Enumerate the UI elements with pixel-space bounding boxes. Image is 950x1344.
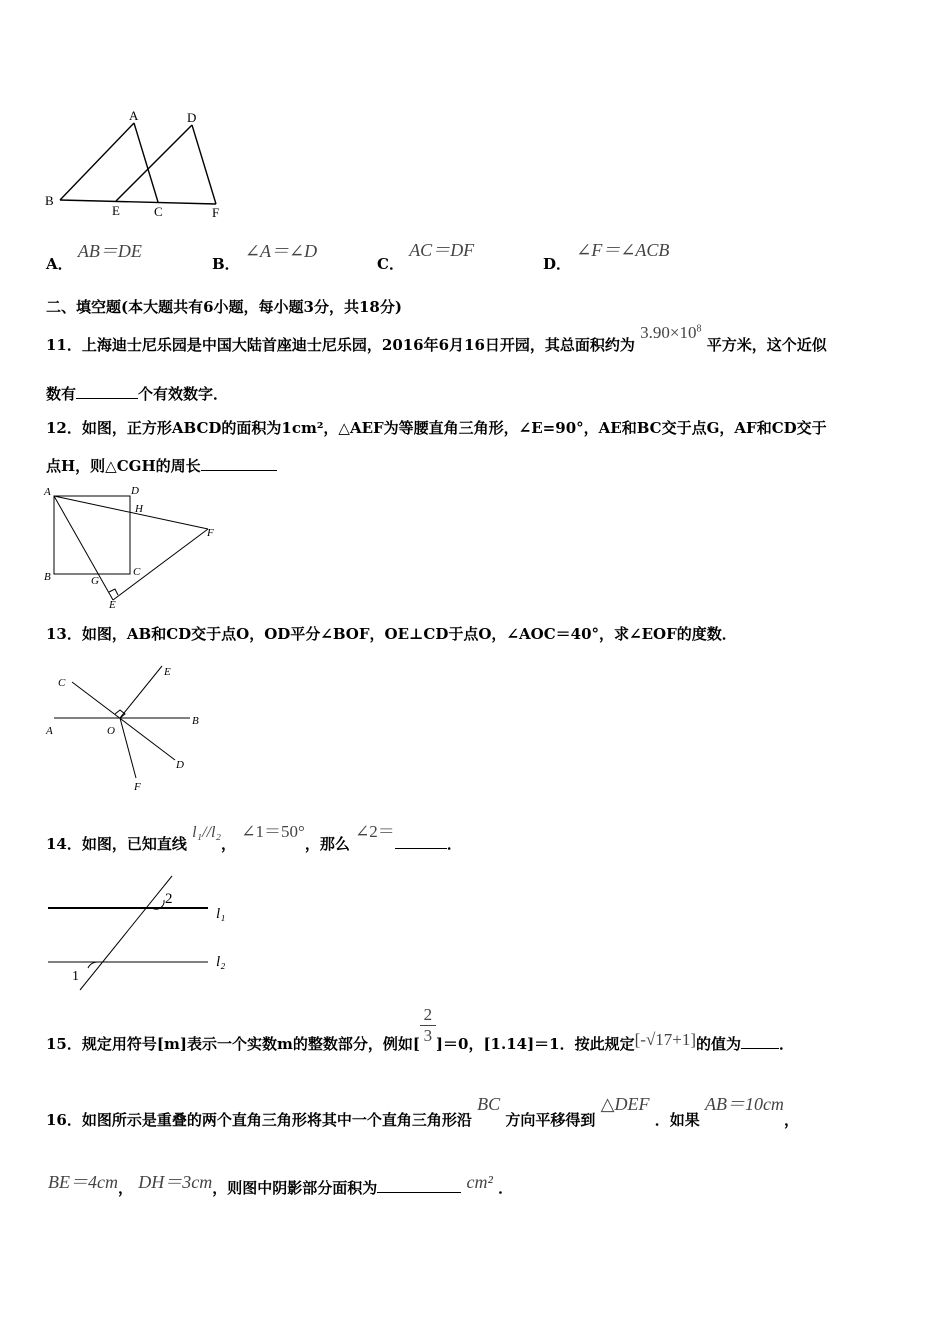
option-b-letter: B．	[212, 255, 240, 273]
q14-expr1: l₁//l₂	[192, 824, 222, 841]
section-heading: 二、填空题(本大题共有6小题，每小题3分，共18分)	[46, 298, 402, 316]
label-f: F	[134, 781, 141, 793]
label-c: C	[58, 677, 66, 689]
question-11-line2	[46, 383, 228, 404]
question-12-line1: 12．如图，正方形ABCD的面积为1cm²，△AEF为等腰直角三角形，∠E=90°，AE和BC交于点G，AF和CD交于	[46, 419, 827, 437]
q15-text3: 的值为	[696, 1035, 742, 1053]
figure-q10	[40, 105, 240, 220]
q16-comma2: ，	[117, 1179, 133, 1197]
line-df	[192, 125, 216, 204]
transversal	[80, 876, 172, 990]
label-1: 1	[72, 969, 79, 984]
label-a: A	[44, 486, 51, 498]
q16-unit: cm²	[466, 1172, 493, 1192]
q16-comma: ，	[783, 1111, 799, 1129]
q14-text1: 14．如图，已知直线	[46, 835, 187, 853]
q14-sep: ，	[221, 835, 237, 853]
q16-expr3: AB＝10cm	[704, 1094, 784, 1114]
q15-frac-den: 3	[423, 1026, 433, 1045]
question-16-line2	[48, 1168, 514, 1197]
label-l1: l₁	[216, 906, 226, 922]
q12-line2-text: 点H，则△CGH的周长	[46, 457, 201, 475]
question-14	[46, 817, 462, 853]
q15-fraction	[420, 1005, 436, 1046]
label-a: A	[129, 108, 139, 123]
line-af	[54, 496, 208, 529]
figure-q12	[40, 484, 230, 612]
line-cd	[72, 682, 175, 760]
q14-end: ．	[446, 835, 462, 853]
question-13: 13．如图，AB和CD交于点O，OD平分∠BOF，OE⊥CD于点O，∠AOC＝40°，求∠EOF的度数．	[46, 625, 737, 643]
label-f: F	[207, 527, 214, 539]
label-d: D	[187, 110, 197, 125]
q10-option-c[interactable]	[377, 236, 475, 273]
label-b: B	[45, 193, 54, 208]
right-angle-mark	[109, 589, 118, 595]
q16-text4: ，则图中阴影部分面积为	[212, 1179, 378, 1197]
option-a-expr: AB＝DE	[77, 241, 142, 261]
line-ba	[60, 123, 134, 200]
label-b: B	[192, 715, 199, 727]
question-16-line1	[46, 1090, 799, 1129]
label-g: G	[91, 575, 99, 587]
label-f: F	[212, 205, 220, 220]
q16-end: ．	[498, 1179, 514, 1197]
q15-text2: ]＝0，[1.14]＝1．按此规定	[435, 1035, 635, 1053]
q16-answer-blank[interactable]	[377, 1178, 461, 1193]
label-e: E	[164, 666, 171, 678]
q10-option-a[interactable]	[46, 237, 142, 273]
q10-option-b[interactable]	[212, 237, 318, 273]
q16-text3: ．如果	[654, 1111, 700, 1129]
question-11-line1	[46, 322, 827, 354]
label-c: C	[133, 566, 141, 578]
label-a: A	[46, 725, 53, 737]
label-o: O	[107, 725, 115, 737]
question-12-line2	[46, 455, 277, 476]
label-d: D	[176, 759, 184, 771]
q11-text1: 11．上海迪士尼乐园是中国大陆首座迪士尼乐园，2016年6月16日开园，其总面积约为	[46, 336, 635, 354]
q16-expr1: BC	[477, 1094, 501, 1114]
label-b: B	[44, 571, 51, 583]
q11-sci: $3.90\times 10^8$	[640, 323, 702, 342]
option-a-letter: A．	[46, 255, 73, 273]
q15-end: ．	[779, 1035, 795, 1053]
figure-q13	[40, 660, 220, 795]
label-h: H	[135, 503, 143, 515]
q14-expr2: ∠1＝50°	[241, 822, 305, 841]
label-e: E	[112, 203, 120, 218]
label-l2: l₂	[216, 954, 226, 970]
label-2: 2	[165, 891, 173, 907]
line-bf	[60, 200, 216, 204]
q15-text1: 15．规定用符号[m]表示一个实数m的整数部分，例如[	[46, 1035, 420, 1053]
q16-expr5: DH＝3cm	[138, 1172, 213, 1192]
option-c-expr: AC＝DF	[409, 240, 475, 260]
q11-text2: 平方米，这个近似	[706, 336, 827, 354]
q11-answer-blank[interactable]	[76, 384, 138, 399]
figure-q14	[40, 870, 240, 995]
option-b-expr: ∠A＝∠D	[244, 241, 318, 261]
q14-text2: ，那么	[304, 835, 350, 853]
q14-answer-blank[interactable]	[395, 834, 447, 849]
q12-answer-blank[interactable]	[201, 456, 277, 471]
q16-text1: 16．如图所示是重叠的两个直角三角形将其中一个直角三角形沿	[46, 1111, 472, 1129]
option-d-expr: ∠F＝∠ACB	[576, 240, 670, 260]
q11-text4: 个有效数字．	[138, 385, 229, 403]
q15-expr: [-√17+1]	[634, 1030, 697, 1049]
q11-text3: 数有	[46, 385, 77, 403]
option-d-letter: D．	[543, 255, 572, 273]
line-of	[120, 718, 136, 778]
q15-answer-blank[interactable]	[741, 1034, 779, 1049]
label-d: D	[131, 485, 139, 497]
q14-expr3: ∠2＝	[355, 822, 395, 841]
q16-expr4: BE＝4cm	[48, 1172, 118, 1192]
label-c: C	[154, 204, 163, 219]
q10-option-d[interactable]	[543, 236, 670, 273]
q16-text2: 方向平移得到	[505, 1111, 596, 1129]
line-oe	[120, 666, 162, 718]
line-ae	[54, 496, 113, 600]
q16-expr2: △DEF	[600, 1094, 650, 1114]
line-ef	[113, 529, 208, 600]
q15-frac-num: 2	[420, 1005, 436, 1026]
label-e: E	[109, 599, 116, 611]
angle-1-arc	[88, 962, 98, 968]
question-15	[46, 1005, 794, 1055]
option-c-letter: C．	[377, 255, 404, 273]
